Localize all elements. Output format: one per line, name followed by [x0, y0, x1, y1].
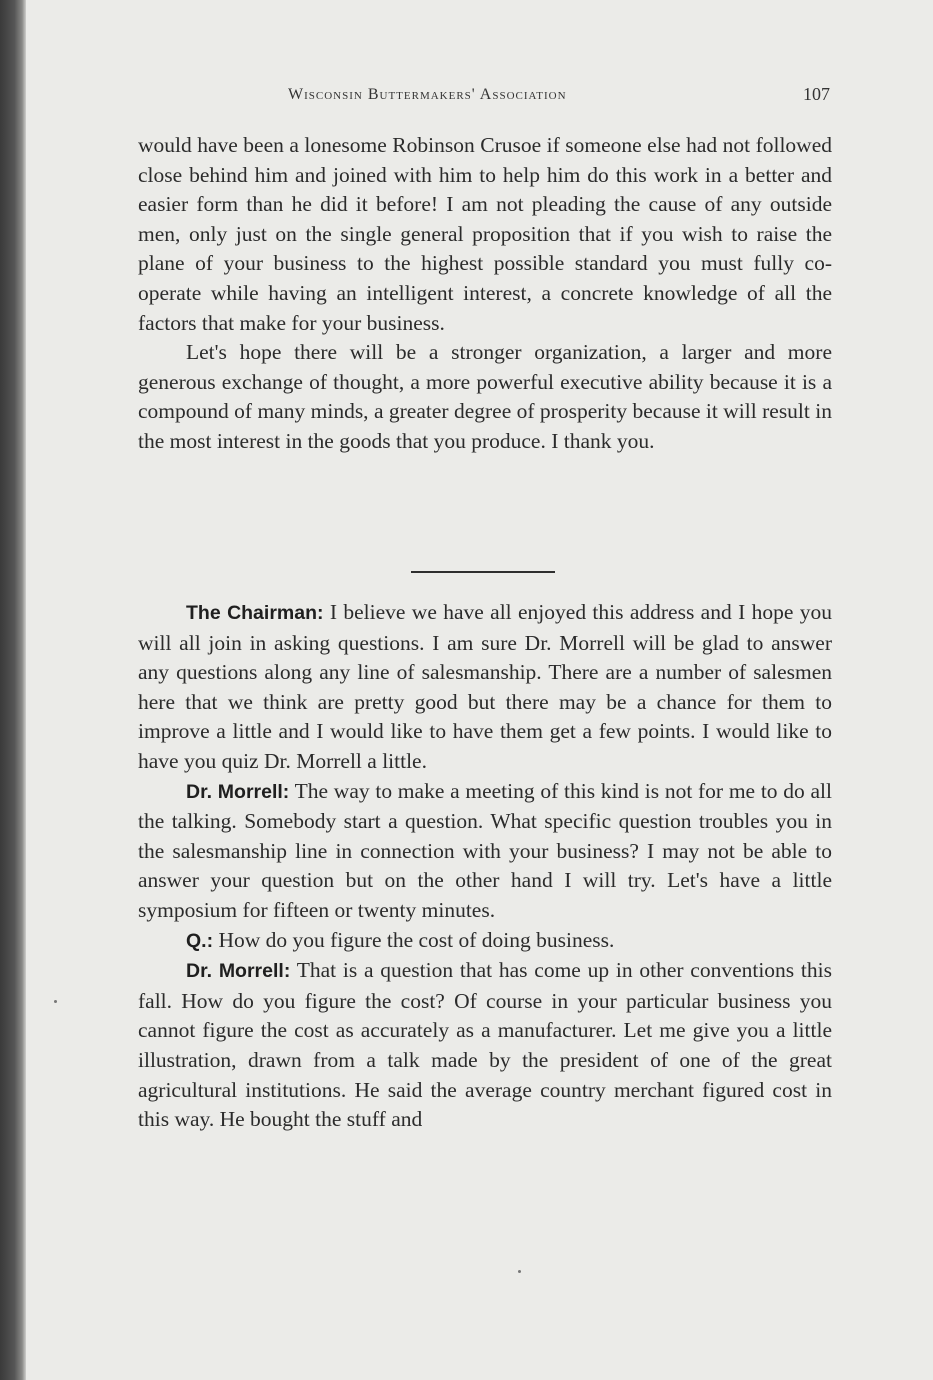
dialogue-chairman	[138, 598, 832, 777]
speaker-label: Q.:	[186, 929, 214, 952]
book-binding-edge	[0, 0, 26, 1380]
speaker-label: Dr. Morrell:	[186, 780, 290, 803]
speaker-label: Dr. Morrell:	[186, 960, 291, 983]
speaker-label: The Chairman:	[186, 602, 324, 624]
dialogue-text: That is a question that has come up in other conventions this fall. How do you figure the cost? Of course in your particular business you cannot figure the cost as accurately as a manufacturer. Let me give you a little illustration, drawn from a talk made by the president of one of the great agricultural institutions. He said the average country merchant figured cost in this way. He bought the stuff and	[138, 958, 832, 1132]
discussion-transcript	[138, 598, 832, 1135]
paper-speck	[54, 1000, 57, 1003]
page-header	[138, 80, 832, 110]
paragraph-closing: Let's hope there will be a stronger organization, a larger and more generous exchange of thought, a more powerful executive ability because it is a compound of many minds, a greater degree of prosperity because it will result in the most interest in the goods that you produce. I thank you.	[138, 340, 832, 453]
paragraph-continuation: would have been a lonesome Robinson Crusoe if someone else had not followed close behind him and joined with him to help him do this work in a better and easier form than he did it before! I am not pleading the cause of any outside men, only just on the single general proposition that if you wish to raise the plane of your business to the highest possible standard you must fully co-operate while having an intelligent interest, a concrete knowledge of all the factors that make for your business.	[138, 133, 832, 335]
dialogue-text: How do you figure the cost of doing business.	[213, 927, 615, 952]
dialogue-morrell-1	[138, 777, 832, 926]
page-number: 107	[803, 84, 830, 104]
dialogue-question	[138, 926, 832, 957]
continued-address-text	[138, 131, 832, 457]
running-title: Wisconsin Buttermakers' Association	[288, 86, 567, 103]
dialogue-text: The way to make a meeting of this kind is not for me to do all the talking. Somebody start a question. What specific question troubles you in the salesmanship line in connection with your business? I may not be able to answer your question but on the other hand I will try. Let's have a little symposium for fifteen or twenty minutes.	[138, 778, 832, 922]
paper-speck	[518, 1270, 521, 1273]
section-divider-rule	[411, 571, 555, 573]
dialogue-morrell-2	[138, 956, 832, 1135]
dialogue-text: I believe we have all enjoyed this address and I hope you will all join in asking questions. I am sure Dr. Morrell will be glad to answer any questions along any line of salesmanship. There are a number of salesmen here that we think are pretty good but there may be a chance for them to improve a little and I would like to have them get a few points. I would like to have you quiz Dr. Morrell a little.	[138, 600, 832, 773]
